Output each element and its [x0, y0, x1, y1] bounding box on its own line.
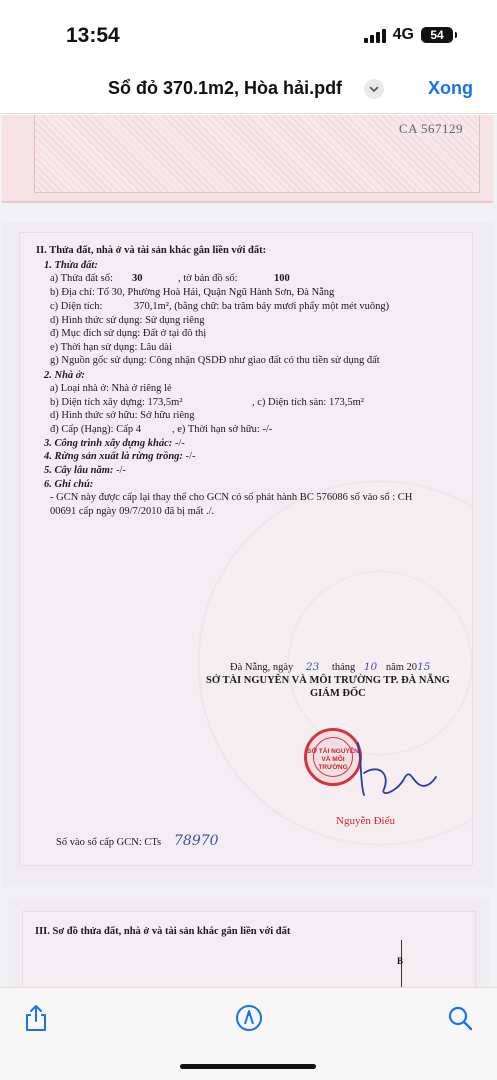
date-day: 23	[305, 661, 320, 673]
house-grade: đ) Cấp (Hạng): Cấp 4	[50, 424, 141, 435]
note-line-2: 00691 cấp ngày 09/7/2010 đã bị mất ./.	[50, 506, 215, 517]
document-title[interactable]: Sổ đỏ 370.1m2, Hòa hải.pdf	[108, 78, 343, 98]
notes-title: 6. Ghi chú:	[44, 479, 94, 490]
land-section-title: 1. Thửa đất:	[44, 260, 98, 271]
address-line: b) Địa chỉ: Tổ 30, Phường Hoà Hải, Quận Ngũ Hành Sơn, Đà Nẵng	[50, 287, 335, 298]
date-month-label: tháng	[331, 662, 356, 673]
certificate-sheet	[19, 232, 473, 866]
certificate-serial: CA 567129	[398, 121, 463, 136]
signer-position: GIÁM ĐỐC	[310, 688, 366, 699]
issuing-authority: SỞ TÀI NGUYÊN VÀ MÔI TRƯỜNG TP. ĐÀ NẴNG	[206, 675, 450, 686]
area-value: 370,1m², (bằng chữ: ba trăm bảy mươi phẩy một mét vuông)	[134, 301, 390, 312]
ownership-form: d) Hình thức sở hữu: Sở hữu riêng	[50, 410, 195, 421]
house-section-title: 2. Nhà ở:	[44, 370, 85, 381]
pdf-page-3	[8, 897, 490, 987]
map-sheet-label: , tờ bản đồ số:	[178, 273, 238, 284]
forest-title: 4. Rừng sản xuất là rừng trồng:	[44, 451, 183, 462]
signature-image	[350, 733, 440, 803]
date-year: 15	[417, 661, 431, 673]
book-number: 78970	[174, 833, 219, 849]
floor-area: , c) Diện tích sàn: 173,5m²	[252, 397, 364, 408]
map-sheet-number: 100	[274, 273, 290, 284]
share-button[interactable]	[22, 1004, 50, 1032]
signal-icon	[364, 28, 386, 43]
search-icon	[447, 1005, 473, 1031]
date-year-label: năm 20	[385, 662, 418, 673]
forest-value: -/-	[182, 451, 196, 462]
diagram-sheet	[22, 911, 476, 987]
date-prefix: Đà Nẵng, ngày	[230, 662, 294, 673]
usage-term: e) Thời hạn sử dụng: Lâu dài	[50, 342, 172, 353]
battery-icon: 54	[421, 27, 453, 43]
search-button[interactable]	[446, 1004, 474, 1032]
area-label: c) Diện tích:	[50, 301, 103, 312]
pdf-viewer[interactable]	[0, 115, 497, 987]
book-number-label: Số vào sổ cấp GCN: CTs	[56, 837, 162, 848]
parcel-number: 30	[132, 273, 143, 284]
section-heading: II. Thửa đất, nhà ở và tài sản khác gắn liền với đất:	[36, 245, 267, 256]
perennial-value: -/-	[113, 465, 126, 476]
title-menu-button[interactable]	[364, 79, 384, 99]
north-label: B	[397, 956, 404, 966]
issue-date	[230, 661, 430, 673]
markup-button[interactable]	[235, 1004, 263, 1032]
home-indicator[interactable]	[180, 1064, 316, 1069]
parcel-number-label: a) Thửa đất số:	[50, 273, 113, 284]
done-button[interactable]: Xong	[428, 78, 473, 98]
build-area: b) Diện tích xây dựng: 173,5m²	[50, 397, 183, 408]
markup-icon	[235, 1004, 263, 1032]
pdf-page-1	[2, 115, 493, 203]
other-works-title: 3. Công trình xây dựng khác:	[44, 438, 173, 449]
status-bar	[0, 0, 497, 64]
note-line-1: - GCN này được cấp lại thay thế cho GCN có số phát hành BC 576086 số vào sổ : CH	[50, 492, 413, 503]
usage-origin: g) Nguồn gốc sử dụng: Công nhận QSDĐ như giao đất có thu tiền sử dụng đất	[50, 355, 380, 366]
other-works-value: -/-	[172, 438, 185, 449]
chevron-down-icon	[369, 84, 379, 94]
nav-bar	[0, 64, 497, 114]
signer-name: Nguyễn Điểu	[336, 815, 395, 827]
usage-form: d) Hình thức sử dụng: Sử dụng riêng	[50, 315, 205, 326]
share-icon	[23, 1004, 49, 1032]
diagram-heading: III. Sơ đồ thửa đất, nhà ở và tài sản khác gắn liền với đất	[35, 926, 291, 937]
date-month: 10	[363, 661, 378, 673]
perennial-title: 5. Cây lâu năm:	[44, 465, 114, 476]
usage-purpose: đ) Mục đích sử dụng: Đất ở tại đô thị	[50, 328, 207, 339]
status-time: 13:54	[66, 24, 120, 47]
network-type: 4G	[392, 26, 414, 43]
house-type: a) Loại nhà ở: Nhà ở riêng lẻ	[50, 383, 172, 394]
pdf-page-2	[3, 222, 493, 887]
status-indicators	[364, 26, 453, 44]
stamp-text: SỞ TÀI NGUYÊN VÀ MÔI TRƯỜNG	[307, 748, 359, 771]
ownership-term: , e) Thời hạn sở hữu: -/-	[172, 424, 273, 435]
